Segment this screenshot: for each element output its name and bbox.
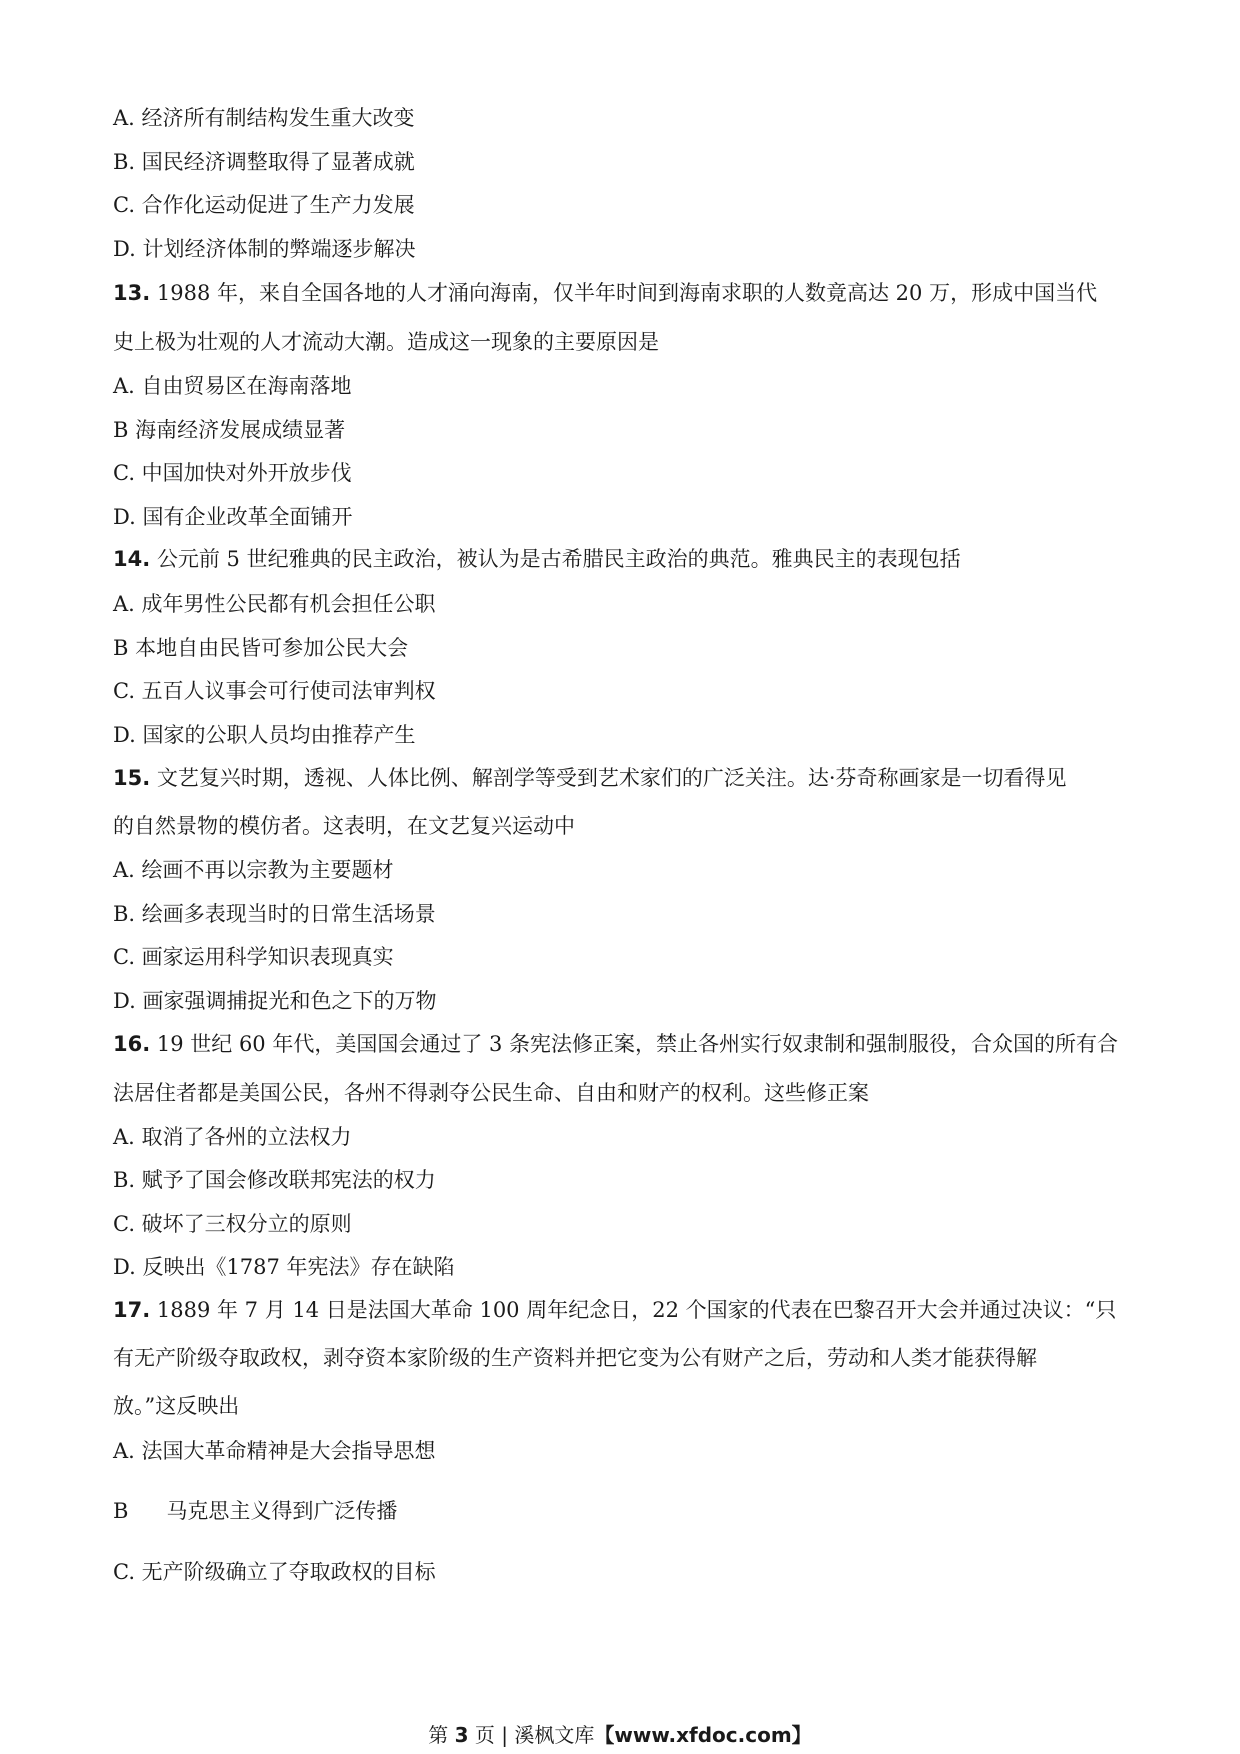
- q12-option-b: B. 国民经济调整取得了显著成就: [113, 150, 415, 174]
- q17-option-c: C. 无产阶级确立了夺取政权的目标: [113, 1560, 436, 1584]
- q14-option-d: D. 国家的公职人员均由推荐产生: [113, 723, 416, 747]
- q17-stem-text: 1889 年 7 月 14 日是法国大革命 100 周年纪念日，22 个国家的代表在巴黎召开大会并通过决议：“只: [150, 1298, 1117, 1322]
- q13-stem-line1: [113, 279, 1097, 307]
- q15-stem-line1: [113, 764, 1067, 792]
- q14-stem-text: 公元前 5 世纪雅典的民主政治，被认为是古希腊民主政治的典范。雅典民主的表现包括: [150, 547, 961, 571]
- q17-option-b: [113, 1497, 397, 1525]
- q15-option-b: B. 绘画多表现当时的日常生活场景: [113, 902, 436, 926]
- q14-option-a: A. 成年男性公民都有机会担任公职: [113, 592, 436, 616]
- q12-option-d: D. 计划经济体制的弊端逐步解决: [113, 237, 416, 261]
- q14-option-b: B 本地自由民皆可参加公民大会: [113, 636, 409, 660]
- q17-number: 17.: [113, 1298, 151, 1322]
- q13-option-a: A. 自由贸易区在海南落地: [113, 374, 352, 398]
- q15-stem-line2: 的自然景物的模仿者。这表明，在文艺复兴运动中: [113, 814, 575, 838]
- q16-number: 16.: [113, 1032, 151, 1056]
- q16-option-c: C. 破坏了三权分立的原则: [113, 1212, 352, 1236]
- q17-stem-line1: [113, 1296, 1116, 1324]
- q16-stem-line1: [113, 1030, 1118, 1058]
- q15-option-c: C. 画家运用科学知识表现真实: [113, 945, 394, 969]
- q17-stem-line2: 有无产阶级夺取政权，剥夺资本家阶级的生产资料并把它变为公有财产之后，劳动和人类才能获得解: [113, 1346, 1037, 1370]
- footer-library-name: 页 | 溪枫文库: [468, 1723, 595, 1747]
- q15-option-a: A. 绘画不再以宗教为主要题材: [113, 858, 394, 882]
- q13-stem-text: 1988 年，来自全国各地的人才涌向海南，仅半年时间到海南求职的人数竟高达 20 万，形成中国当代: [150, 281, 1098, 305]
- q15-option-d: D. 画家强调捕捉光和色之下的万物: [113, 989, 437, 1013]
- q13-stem-line2: 史上极为壮观的人才流动大潮。造成这一现象的主要原因是: [113, 330, 659, 354]
- q13-number: 13.: [113, 281, 151, 305]
- q13-option-d: D. 国有企业改革全面铺开: [113, 505, 353, 529]
- q14-option-c: C. 五百人议事会可行使司法审判权: [113, 679, 436, 703]
- q16-option-b: B. 赋予了国会修改联邦宪法的权力: [113, 1168, 436, 1192]
- q15-number: 15.: [113, 766, 151, 790]
- q15-stem-text: 文艺复兴时期，透视、人体比例、解剖学等受到艺术家们的广泛关注。达·芬奇称画家是一切看得见: [150, 766, 1067, 790]
- q14-stem-line1: [113, 545, 961, 573]
- q13-option-b: B 海南经济发展成绩显著: [113, 418, 346, 442]
- q12-option-a: A. 经济所有制结构发生重大改变: [113, 106, 415, 130]
- q16-stem-line2: 法居住者都是美国公民，各州不得剥夺公民生命、自由和财产的权利。这些修正案: [113, 1081, 869, 1105]
- q14-number: 14.: [113, 547, 151, 571]
- q17-option-b-text: 马克思主义得到广泛传播: [166, 1499, 398, 1523]
- q17-option-a: A. 法国大革命精神是大会指导思想: [113, 1439, 436, 1463]
- q17-stem-line3: 放。”这反映出: [113, 1394, 240, 1418]
- q12-option-c: C. 合作化运动促进了生产力发展: [113, 193, 415, 217]
- q16-stem-text: 19 世纪 60 年代，美国国会通过了 3 条宪法修正案，禁止各州实行奴隶制和强制服役，合众国的所有合: [150, 1032, 1119, 1056]
- q17-option-b-letter: B: [113, 1499, 129, 1523]
- footer-prefix: 第: [428, 1723, 455, 1747]
- footer-page-number: 3: [454, 1723, 469, 1747]
- page-footer: [0, 1722, 1240, 1748]
- q16-option-a: A. 取消了各州的立法权力: [113, 1125, 352, 1149]
- q16-option-d: D. 反映出《1787 年宪法》存在缺陷: [113, 1255, 455, 1279]
- q13-option-c: C. 中国加快对外开放步伐: [113, 461, 352, 485]
- footer-site-link[interactable]: 【www.xfdoc.com】: [594, 1723, 812, 1747]
